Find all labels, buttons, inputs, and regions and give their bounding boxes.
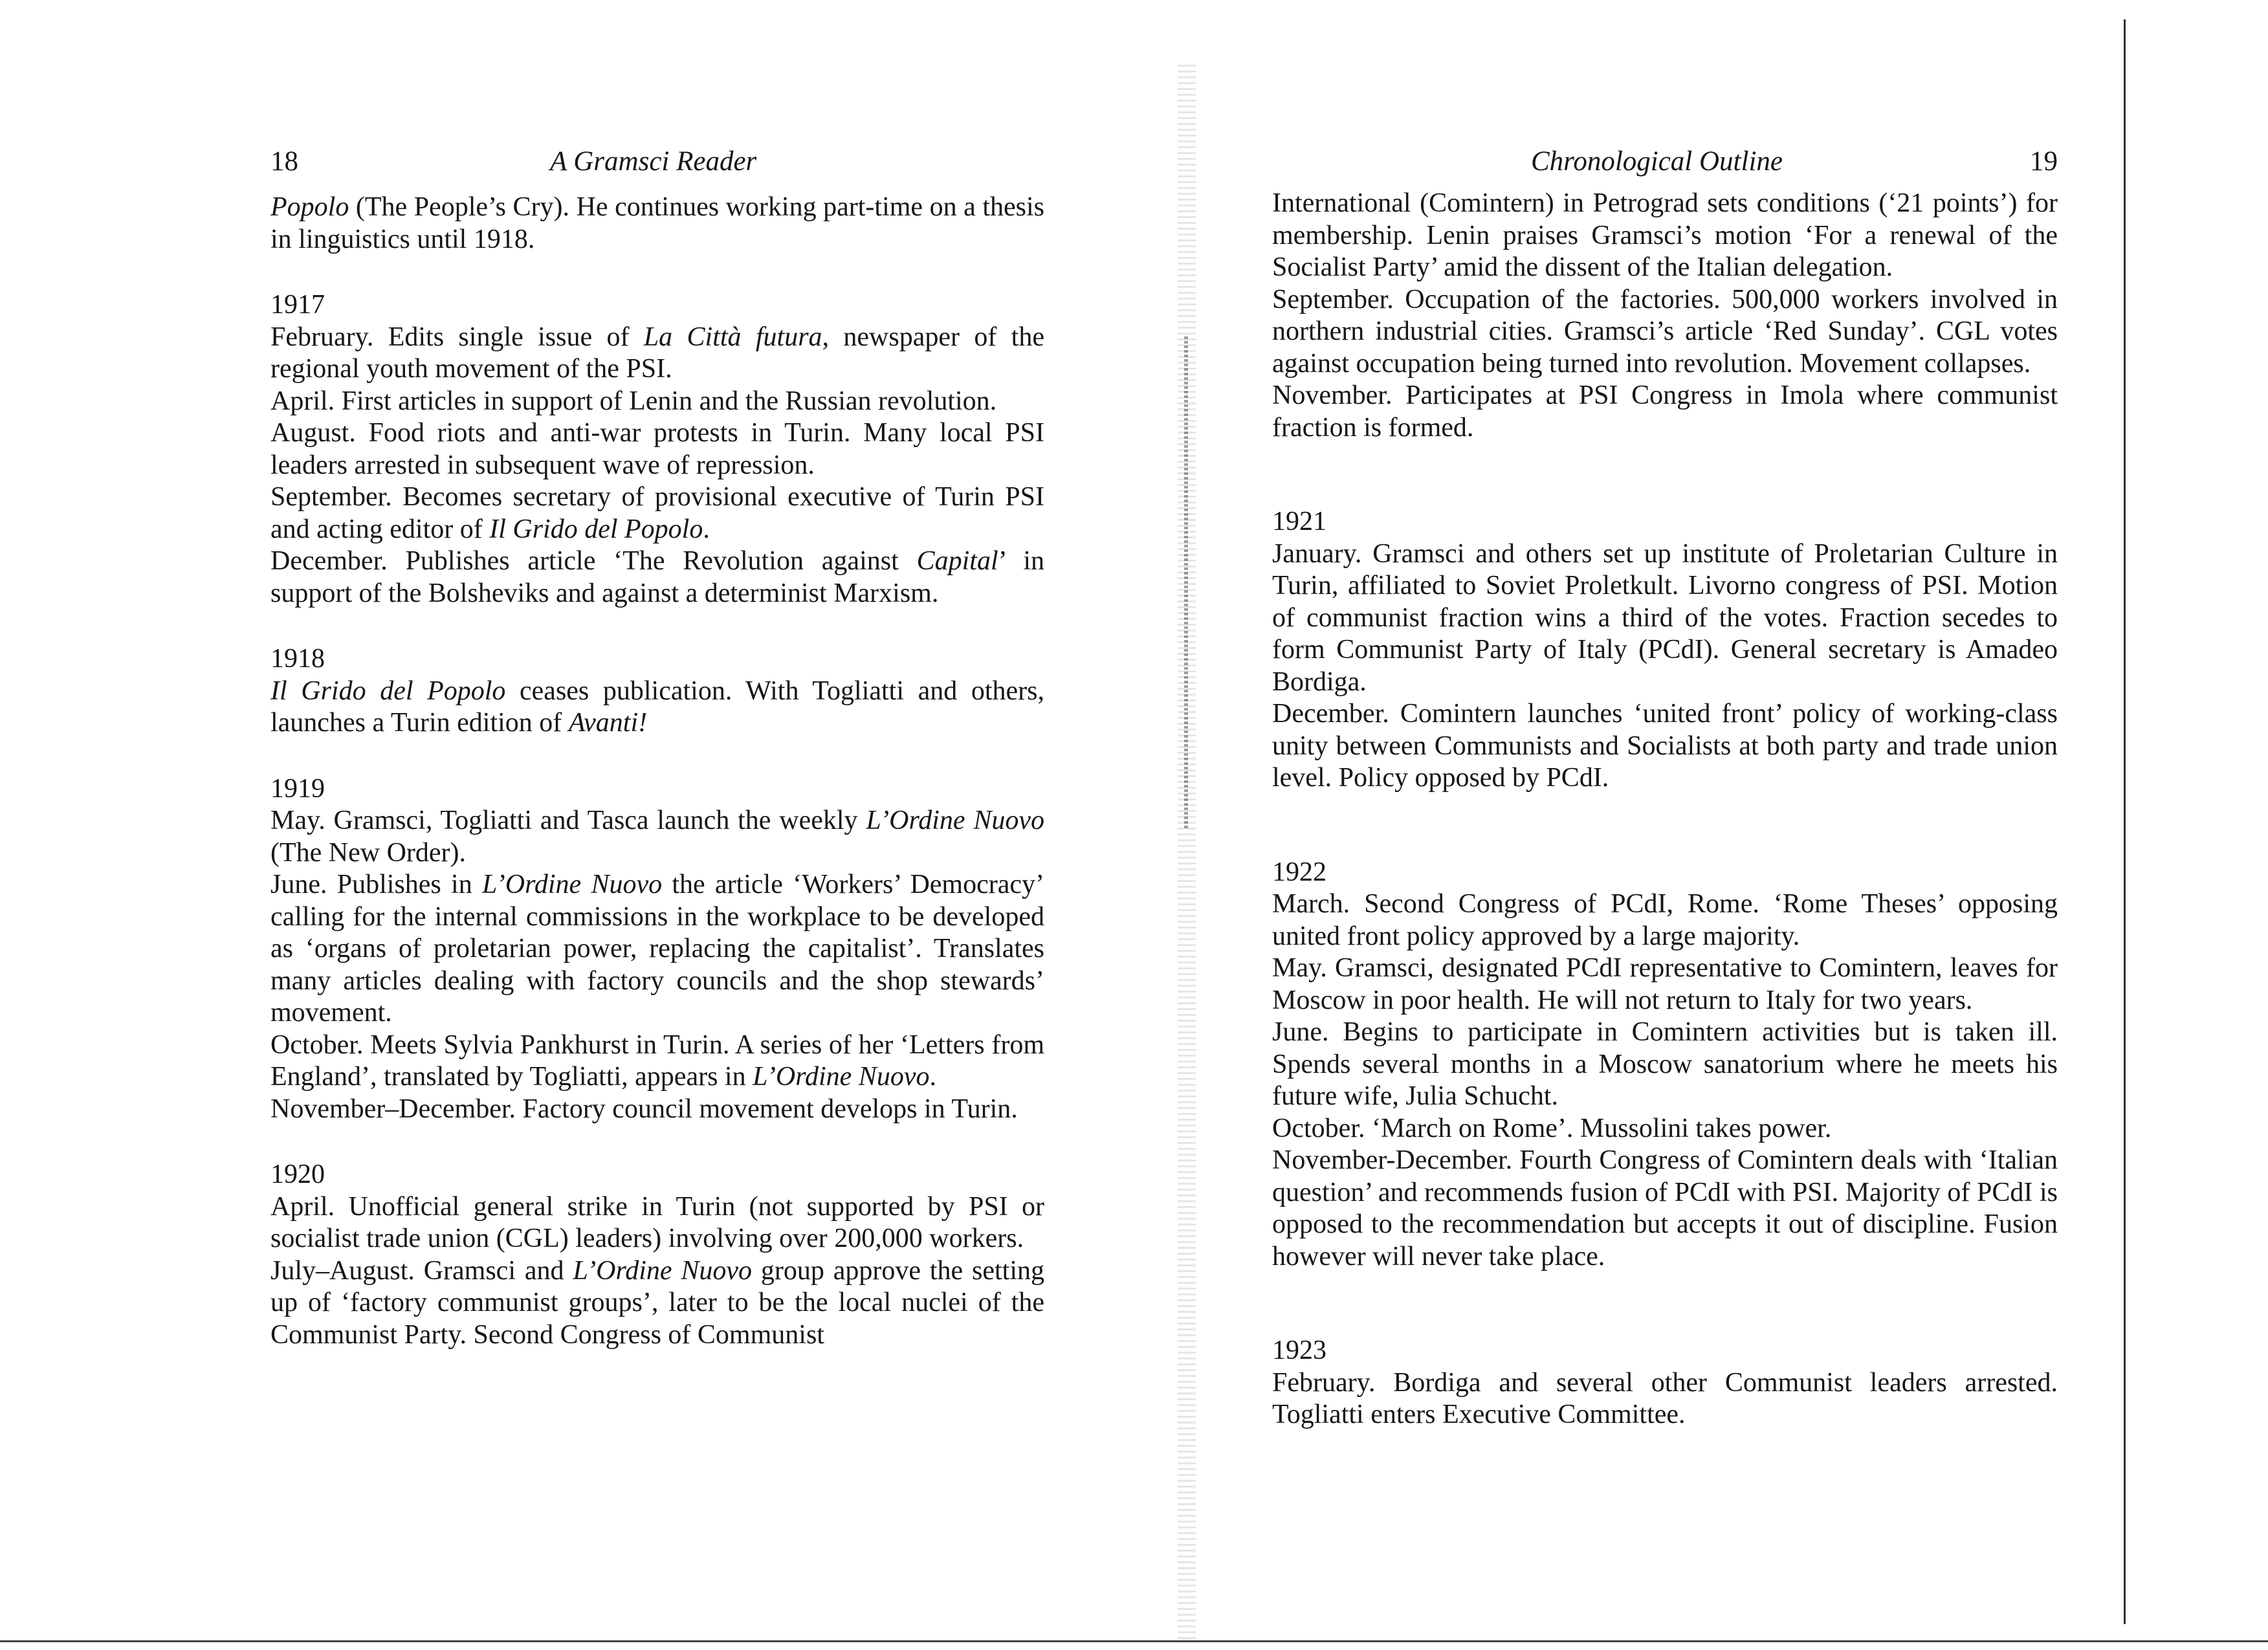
entry: June. Publishes in L’Ordine Nuovo the article ‘Workers’ Democracy’ calling for the internal commissions in the workplace to be developed as ‘organs of proletarian power, replacing the capitalist’. Translates many articles dealing with factory councils and the shop stewards’ movement. [270, 870, 1045, 1028]
entry: October. ‘March on Rome’. Mussolini takes power. [1272, 1113, 1832, 1143]
page-edge-line [2124, 19, 2126, 1624]
entry: November–December. Factory council movement develops in Turin. [270, 1094, 1018, 1124]
year-heading-1919: 1919 [270, 773, 325, 804]
entry: November-December. Fourth Congress of Comintern deals with ‘Italian question’ and recommends fusion of PCdI with PSI. Majority of PCdI is opposed to the recommendation but accepts it out of discipline. Fusion however will never take place. [1272, 1145, 2058, 1271]
entry: International (Comintern) in Petrograd sets conditions (‘21 points’) for membership. Lenin praises Gramsci’s motion ‘For a renewal of the Socialist Party’ amid the dissent of the Italian delegation. [1272, 188, 2058, 282]
year-heading-1921: 1921 [1272, 507, 1327, 536]
entry: March. Second Congress of PCdI, Rome. ‘Rome Theses’ opposing united front policy approved by a large majority. [1272, 889, 2058, 951]
left-running-title: A Gramsci Reader [550, 146, 757, 177]
entry: December. Publishes article ‘The Revolution against Capital’ in support of the Bolsheviks and against a determinist Marxism. [270, 546, 1044, 608]
entry: August. Food riots and anti-war protests in Turin. Many local PSI leaders arrested in subsequent wave of repression. [270, 418, 1044, 480]
entry: February. Bordiga and several other Communist leaders arrested. Togliatti enters Executive Committee. [1272, 1367, 2058, 1429]
entry: September. Becomes secretary of provisional executive of Turin PSI and acting editor of Il Grido del Popolo. [270, 482, 1044, 544]
entry: April. Unofficial general strike in Turin (not supported by PSI or socialist trade union (CGL) leaders) involving over 200,000 workers. [270, 1191, 1044, 1253]
entry: February. Edits single issue of La Città futura, newspaper of the regional youth movement of the PSI. [270, 322, 1044, 384]
left-page-number: 18 [270, 146, 298, 177]
entry: Il Grido del Popolo ceases publication. With Togliatti and others, launches a Turin edition of Avanti! [270, 676, 1044, 738]
right-page-header [1272, 142, 2058, 181]
left-page-body [270, 192, 1044, 1351]
right-page-body [1272, 188, 2058, 1431]
left-page-header [270, 142, 1044, 181]
scan-bottom-edge [0, 1640, 2268, 1642]
entry: November. Participates at PSI Congress in Imola where communist fraction is formed. [1272, 380, 2058, 443]
right-running-title: Chronological Outline [1531, 146, 1783, 177]
book-gutter-shadow [1184, 336, 1188, 828]
book-gutter [1178, 65, 1196, 1644]
entry: May. Gramsci, designated PCdI representative to Comintern, leaves for Moscow in poor health. He will not return to Italy for two years. [1272, 953, 2058, 1015]
entry: January. Gramsci and others set up institute of Proletarian Culture in Turin, affiliated to Soviet Proletkult. Livorno congress of PSI. Motion of communist fraction wins a third of the votes. Fraction secedes to form Communist Party of Italy (PCdI). General secretary is Amadeo Bordiga. [1272, 538, 2058, 697]
entry: June. Begins to participate in Comintern activities but is taken ill. Spends several months in a Moscow sanatorium where he meets his future wife, Julia Schucht. [1272, 1017, 2058, 1111]
entry: May. Gramsci, Togliatti and Tasca launch the weekly L’Ordine Nuovo (The New Order). [270, 806, 1044, 868]
entry: December. Comintern launches ‘united front’ policy of working-class unity between Communists and Socialists at both party and trade union level. Policy opposed by PCdI. [1272, 699, 2058, 793]
entry: July–August. Gramsci and L’Ordine Nuovo group approve the setting up of ‘factory communist groups’, later to be the local nuclei of the Communist Party. Second Congress of Communist [270, 1255, 1044, 1350]
year-heading-1922: 1922 [1272, 857, 1327, 887]
year-heading-1918: 1918 [270, 644, 325, 674]
year-heading-1923: 1923 [1272, 1336, 1327, 1365]
entry: September. Occupation of the factories. 500,000 workers involved in northern industrial cities. Gramsci’s article ‘Red Sunday’. CGL votes against occupation being turned into revolution. Movement collapses. [1272, 284, 2058, 379]
right-page-number: 19 [2030, 146, 2058, 177]
entry: April. First articles in support of Lenin and the Russian revolution. [270, 386, 997, 416]
entry: October. Meets Sylvia Pankhurst in Turin. A series of her ‘Letters from England’, translated by Togliatti, appears in L’Ordine Nuovo. [270, 1029, 1044, 1092]
year-heading-1917: 1917 [270, 290, 325, 320]
year-heading-1920: 1920 [270, 1160, 325, 1189]
paragraph: Popolo (The People’s Cry). He continues working part-time on a thesis in linguistics until 1918. [270, 192, 1044, 254]
